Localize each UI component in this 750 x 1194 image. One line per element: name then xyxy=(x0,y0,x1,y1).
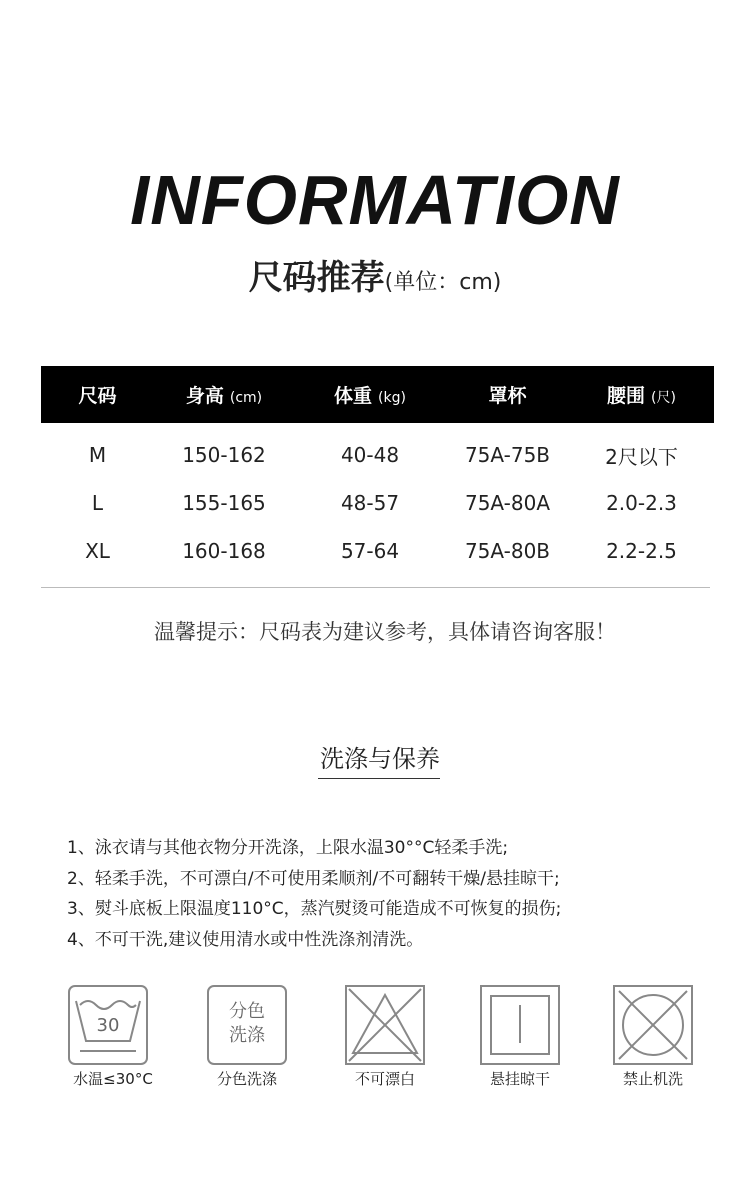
table-cell: 57-64 xyxy=(340,539,400,563)
table-cell: 2尺以下 xyxy=(605,444,678,469)
table-cell: 40-48 xyxy=(340,443,400,467)
svg-text:洗涤: 洗涤 xyxy=(229,1025,265,1046)
list-item: 1、泳衣请与其他衣物分开洗涤，上限水温30°°C轻柔手洗; xyxy=(67,838,509,858)
section-divider xyxy=(41,587,710,588)
table-cell: 48-57 xyxy=(340,491,400,515)
list-item: 2、轻柔手洗，不可漂白/不可使用柔顺剂/不可翻转干燥/悬挂晾干; xyxy=(67,868,560,889)
icon-label-wash-30: 水温≤30°C xyxy=(73,1070,153,1088)
table-cell: 160-168 xyxy=(182,539,266,563)
header-weight: 体重 (kg) xyxy=(294,366,446,423)
icon-label-hang-dry: 悬挂晾干 xyxy=(489,1070,550,1088)
icon-label-separate-wash: 分色洗涤 xyxy=(216,1070,277,1088)
subtitle-unit: (单位：cm) xyxy=(384,270,502,295)
table-row xyxy=(41,527,714,575)
table-cell: 155-165 xyxy=(182,491,266,515)
care-instructions xyxy=(67,833,561,955)
no-bleach-icon xyxy=(345,985,425,1065)
size-table xyxy=(41,366,714,575)
table-cell: XL xyxy=(85,539,110,563)
subtitle-main: 尺码推荐 xyxy=(248,258,385,298)
table-cell: 2.0-2.3 xyxy=(606,491,677,515)
size-tip: 温馨提示：尺码表为建议参考，具体请咨询客服！ xyxy=(154,620,616,644)
svg-text:30: 30 xyxy=(96,1015,120,1036)
icon-label-no-bleach: 不可漂白 xyxy=(354,1070,415,1088)
header-size: 尺码 xyxy=(41,366,154,423)
svg-text:分色: 分色 xyxy=(229,1001,265,1022)
size-recommendation-title xyxy=(0,250,750,299)
table-row xyxy=(41,423,714,479)
table-cell: 150-162 xyxy=(182,443,266,467)
size-table-header xyxy=(41,366,714,423)
list-item: 4、不可干洗,建议使用清水或中性洗涤剂清洗。 xyxy=(67,929,424,950)
table-cell: 75A-75B xyxy=(464,443,551,467)
table-cell: 75A-80B xyxy=(464,539,551,563)
hang-dry-icon xyxy=(480,985,560,1065)
header-cup: 罩杯 xyxy=(446,366,569,423)
separate-wash-icon xyxy=(207,985,287,1065)
table-row xyxy=(41,479,714,527)
table-cell: 2.2-2.5 xyxy=(606,539,677,563)
header-height: 身高 (cm) xyxy=(154,366,294,423)
wash-30-icon xyxy=(68,985,148,1065)
list-item: 3、熨斗底板上限温度110°C，蒸汽熨烫可能造成不可恢复的损伤; xyxy=(67,899,562,919)
table-cell: L xyxy=(91,491,104,515)
table-cell: M xyxy=(88,443,107,467)
care-title: 洗涤与保养 xyxy=(320,745,440,773)
no-machine-wash-icon xyxy=(613,985,693,1065)
care-title-underline xyxy=(318,778,440,779)
header-waist: 腰围 (尺) xyxy=(569,366,714,423)
icon-label-no-machine-wash: 禁止机洗 xyxy=(622,1070,683,1088)
table-cell: 75A-80A xyxy=(464,491,551,515)
page-headline: INFORMATION xyxy=(130,161,620,239)
